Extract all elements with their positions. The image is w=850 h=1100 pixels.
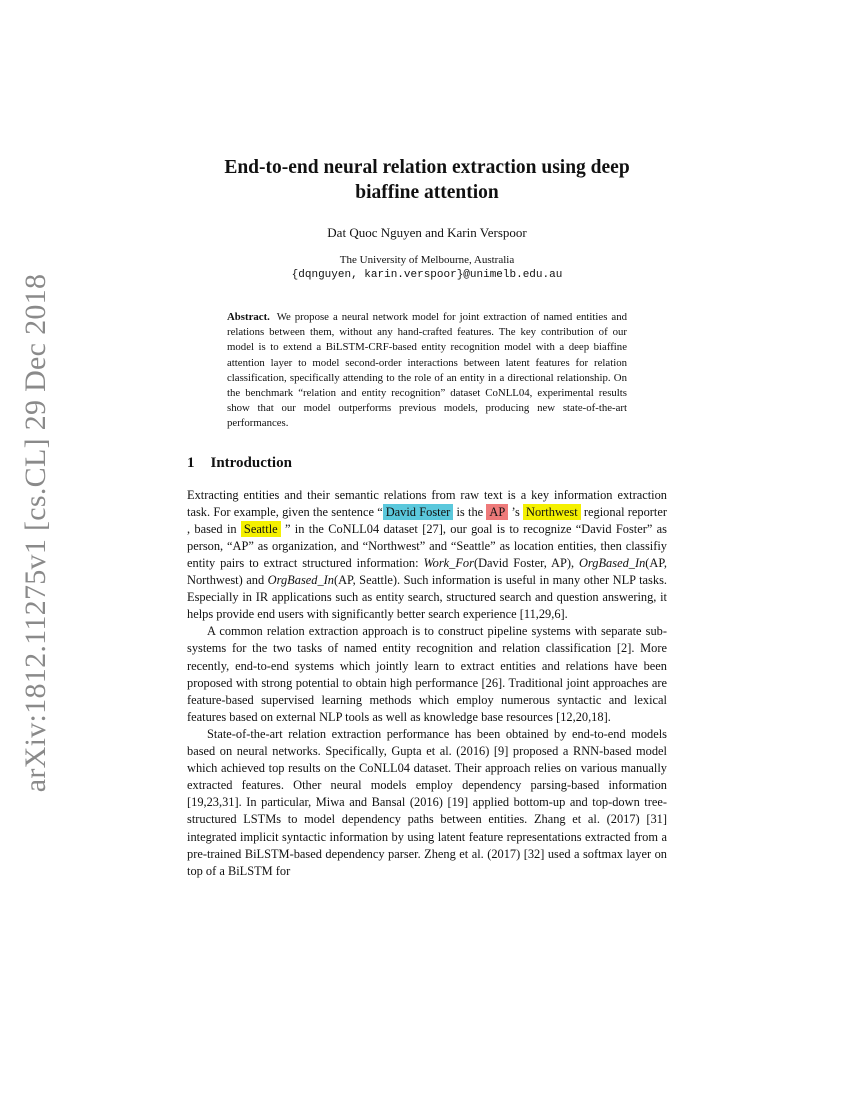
paper-authors: Dat Quoc Nguyen and Karin Verspoor bbox=[327, 225, 527, 240]
p1-text-2: is the bbox=[453, 504, 487, 519]
p1-text-5: ” in the CoNLL04 dataset [27], our goal is to recognize “David Foster” as person, “AP” as organization, and “Northwest” and “Seattle” as location entities, then classifiy entity pairs to extract structured information: bbox=[187, 521, 667, 570]
relation-orgbased-in: OrgBased_In bbox=[578, 556, 646, 570]
p1-text-4: regional reporter , based in bbox=[187, 504, 667, 536]
title-line-2: biaffine attention bbox=[355, 182, 499, 203]
p1-text-7: (AP, Northwest) and bbox=[187, 556, 667, 588]
relation-orgbased-in-2: OrgBased_In bbox=[267, 573, 334, 588]
paper-title bbox=[187, 155, 667, 205]
paragraph-3: State-of-the-art relation extraction performance has been obtained by end-to-end models based on neural networks. Specifically, Gupta et al. (2016) [9] proposed a RNN-based model which achieved top results on the CoNLL04 dataset. Their approach relies on various manually extracted features. Other neural models employ dependency parsing-based information [19,23,31]. In particular, Miwa and Bansal (2016) [19] applied bottom-up and top-down tree-structured LSTMs to model dependency paths between entities. Zhang et al. (2017) [31] integrated implicit syntactic information by using latent feature representations extracted from a pre-trained BiLSTM-based dependency parser. Zheng et al. (2017) [32] used a softmax layer on top of a BiLSTM for bbox=[187, 726, 667, 878]
section-heading bbox=[187, 453, 667, 473]
relation-work-for: Work_For bbox=[423, 556, 474, 570]
section-title: Introduction bbox=[210, 454, 292, 471]
abstract-text: We propose a neural network model for joint extraction of named entities and relations between them, without any hand-crafted features. The key contribution of our model is to extend a BiLSTM-CRF-based entity recognition model with a deep biaffine attention layer to model second-order interactions between latent features for relation classification, specifically attending to the role of an entity in a directional relationship. On the benchmark “relation and entity recognition” dataset CoNLL04, experimental results show that our model outperforms previous models, producing new state-of-the-art performances. bbox=[227, 311, 627, 430]
p1-text-8: (AP, Seattle). Such information is useful in many other NLP tasks. Especially in IR applications such as entity search, structured search and question answering, it helps provide end users with significantly better search experience [11,29,6]. bbox=[187, 573, 667, 622]
paper-email: {dqnguyen, karin.verspoor}@unimelb.edu.au bbox=[291, 269, 563, 281]
paragraph-1 bbox=[187, 487, 667, 624]
paragraph-2: A common relation extraction approach is to construct pipeline systems with separate sub-systems for the two tasks of named entity recognition and relation classification [2]. More recently, end-to-end systems which jointly learn to extract entities and relations have been proposed with strong potential to obtain high performance [26]. Traditional joint approaches are feature-based supervised learning methods which employ numerous syntactic and lexical features based on external NLP tools as well as knowledge base resources [12,20,18]. bbox=[187, 624, 667, 724]
entity-highlight-location-2: Seattle bbox=[241, 521, 281, 537]
p1-text-1: Extracting entities and their semantic relations from raw text is a key information extraction task. For example, given the sentence “ bbox=[187, 487, 667, 519]
paper-page bbox=[187, 150, 667, 880]
p1-text-3: ’s bbox=[508, 504, 524, 519]
arxiv-sidebar bbox=[0, 0, 76, 1100]
paper-affiliation: The University of Melbourne, Australia bbox=[339, 254, 515, 266]
abstract-label: Abstract. bbox=[227, 311, 270, 323]
entity-highlight-person: David Foster bbox=[383, 504, 454, 520]
arxiv-identifier: arXiv:1812.11275v1 [cs.CL] 29 Dec 2018 bbox=[19, 273, 52, 793]
entity-highlight-organization: AP bbox=[486, 504, 508, 520]
p1-text-6: (David Foster, AP), bbox=[473, 556, 579, 570]
intro-body bbox=[187, 487, 667, 880]
entity-highlight-location: Northwest bbox=[523, 504, 581, 520]
title-line-1: End-to-end neural relation extraction using deep bbox=[224, 157, 630, 178]
section-number: 1 bbox=[187, 454, 195, 471]
abstract-block bbox=[227, 310, 627, 432]
